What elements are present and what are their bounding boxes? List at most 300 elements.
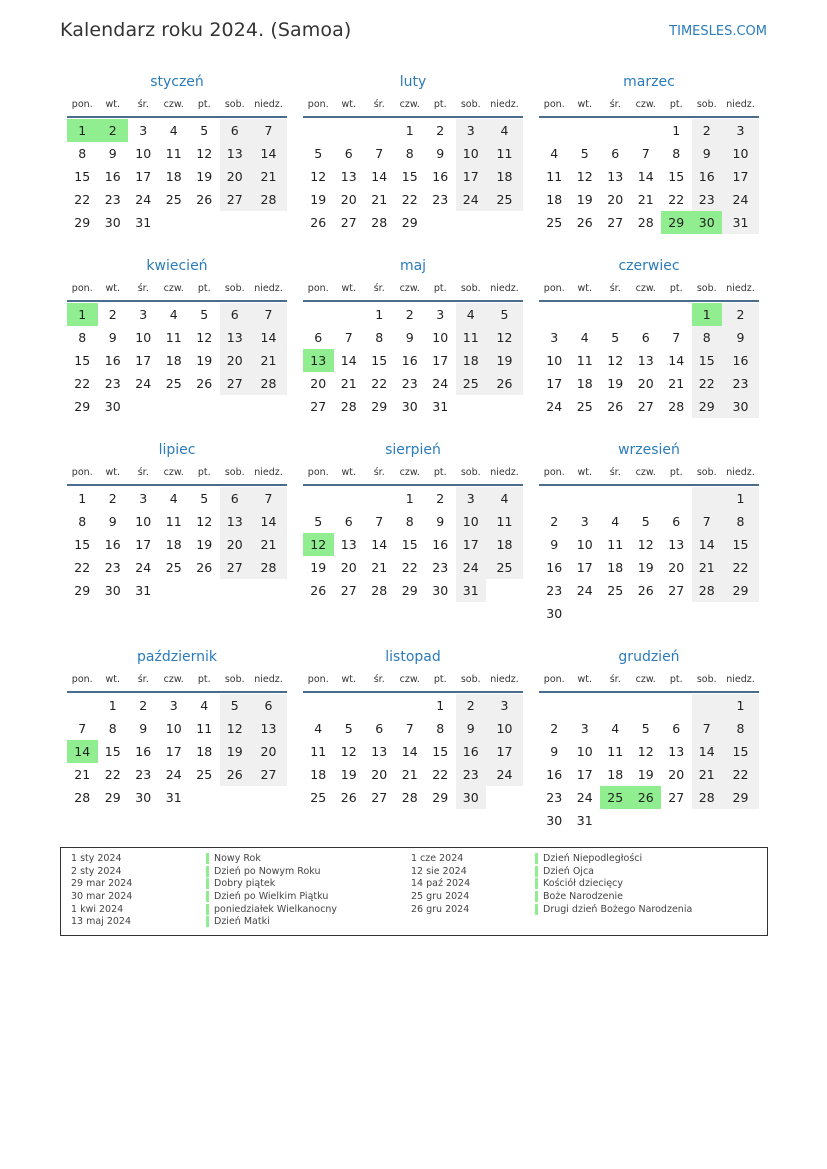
day-cell: 30 xyxy=(546,813,563,828)
day-cell: 20 xyxy=(220,533,251,556)
week-row xyxy=(539,717,759,740)
empty-day-cell xyxy=(600,809,631,832)
day-cell: 19 xyxy=(310,560,327,575)
empty-day-cell xyxy=(303,487,334,510)
day-cell: 2 xyxy=(108,307,117,322)
weekday-label: sob. xyxy=(224,674,245,685)
week-row xyxy=(539,395,759,418)
day-cell: 24 xyxy=(486,763,523,786)
day-cell: 31 xyxy=(135,583,152,598)
day-cell: 20 xyxy=(310,376,327,391)
day-cell: 28 xyxy=(371,215,388,230)
day-cell: 9 xyxy=(436,146,445,161)
day-cell: 23 xyxy=(432,192,449,207)
day-cell: 4 xyxy=(486,119,523,142)
day-cell: 27 xyxy=(637,399,654,414)
empty-day-cell xyxy=(486,395,523,418)
weekday-label: czw. xyxy=(163,283,184,294)
week-row xyxy=(67,694,287,717)
day-cell: 3 xyxy=(456,487,487,510)
empty-day-cell xyxy=(189,211,220,234)
day-cell: 18 xyxy=(456,349,487,372)
day-cell: 9 xyxy=(108,514,117,529)
day-cell: 22 xyxy=(371,376,388,391)
weekday-label: wt. xyxy=(577,467,592,478)
day-cell: 27 xyxy=(220,372,251,395)
legend-date: 14 paź 2024 xyxy=(411,878,471,890)
day-cell: 6 xyxy=(672,721,681,736)
month-name: listopad xyxy=(385,649,441,665)
day-cell: 23 xyxy=(546,790,563,805)
weekday-label: niedz. xyxy=(490,674,519,685)
week-row xyxy=(539,556,759,579)
week-row xyxy=(539,188,759,211)
day-cell: 29 xyxy=(722,786,759,809)
day-cell: 4 xyxy=(580,330,589,345)
weekday-label: czw. xyxy=(163,99,184,110)
legend-date: 1 cze 2024 xyxy=(411,853,464,864)
weekday-label: pt. xyxy=(433,283,447,294)
legend-holiday-name: Dobry piątek xyxy=(206,878,275,889)
weekday-label: niedz. xyxy=(490,467,519,478)
day-cell: 1 xyxy=(67,119,98,142)
weekday-label: wt. xyxy=(341,467,356,478)
weekday-label: pon. xyxy=(71,674,93,685)
weekday-header xyxy=(303,278,523,302)
weekday-header xyxy=(67,278,287,302)
day-cell: 13 xyxy=(220,142,251,165)
day-cell: 7 xyxy=(405,721,414,736)
weekday-label: śr. xyxy=(373,674,385,685)
week-row xyxy=(67,395,287,418)
day-cell: 19 xyxy=(486,349,523,372)
weekday-header xyxy=(539,462,759,486)
month-name: wrzesień xyxy=(618,442,680,458)
weekday-header xyxy=(539,669,759,693)
week-row xyxy=(303,211,523,234)
day-cell: 16 xyxy=(104,537,121,552)
day-cell: 12 xyxy=(576,169,593,184)
day-cell: 8 xyxy=(375,330,384,345)
day-cell: 17 xyxy=(456,165,487,188)
week-row xyxy=(303,303,523,326)
day-cell: 8 xyxy=(692,326,723,349)
legend-left-dates xyxy=(71,853,132,929)
day-cell: 23 xyxy=(722,372,759,395)
empty-day-cell xyxy=(303,303,334,326)
day-cell: 19 xyxy=(576,192,593,207)
day-cell: 8 xyxy=(78,514,87,529)
day-cell: 28 xyxy=(692,786,723,809)
day-cell: 21 xyxy=(668,376,685,391)
day-cell: 4 xyxy=(486,487,523,510)
day-cell: 22 xyxy=(74,560,91,575)
empty-day-cell xyxy=(722,809,759,832)
week-row xyxy=(67,326,287,349)
week-row xyxy=(303,119,523,142)
day-cell: 25 xyxy=(546,215,563,230)
empty-day-cell xyxy=(570,303,601,326)
day-cell: 25 xyxy=(607,583,624,598)
day-cell: 4 xyxy=(314,721,323,736)
day-cell: 16 xyxy=(135,744,152,759)
day-cell: 23 xyxy=(692,188,723,211)
legend-holiday-name: Dzień po Wielkim Piątku xyxy=(206,891,328,902)
weekday-header xyxy=(539,94,759,118)
week-row xyxy=(539,326,759,349)
day-cell: 5 xyxy=(580,146,589,161)
day-cell: 11 xyxy=(165,514,182,529)
weekday-label: wt. xyxy=(577,283,592,294)
day-cell: 25 xyxy=(196,767,213,782)
day-cell: 3 xyxy=(550,330,559,345)
day-cell: 10 xyxy=(486,717,523,740)
empty-day-cell xyxy=(159,211,190,234)
day-cell: 9 xyxy=(692,142,723,165)
day-cell: 16 xyxy=(546,560,563,575)
month-9 xyxy=(539,438,759,645)
empty-day-cell xyxy=(159,395,190,418)
day-cell: 3 xyxy=(456,119,487,142)
week-row xyxy=(303,763,523,786)
weekday-label: pt. xyxy=(197,674,211,685)
day-cell: 6 xyxy=(344,514,353,529)
day-cell: 12 xyxy=(220,717,251,740)
day-cell: 26 xyxy=(310,583,327,598)
day-cell: 28 xyxy=(250,188,287,211)
day-cell: 8 xyxy=(78,330,87,345)
day-cell: 30 xyxy=(104,215,121,230)
month-name: lipiec xyxy=(158,442,196,458)
day-cell: 21 xyxy=(250,165,287,188)
weekday-label: sob. xyxy=(224,99,245,110)
month-name: styczeń xyxy=(150,74,204,90)
day-cell: 20 xyxy=(340,192,357,207)
day-cell: 27 xyxy=(310,399,327,414)
weekday-label: czw. xyxy=(635,467,656,478)
day-cell: 20 xyxy=(607,192,624,207)
legend-holiday-name: Dzień Niepodległości xyxy=(535,853,642,864)
weekday-label: czw. xyxy=(635,674,656,685)
day-cell: 31 xyxy=(135,215,152,230)
weekday-label: czw. xyxy=(399,283,420,294)
day-cell: 22 xyxy=(692,372,723,395)
week-row xyxy=(539,510,759,533)
weekday-label: niedz. xyxy=(254,467,283,478)
day-cell: 26 xyxy=(607,399,624,414)
week-row xyxy=(67,142,287,165)
day-cell: 28 xyxy=(250,372,287,395)
empty-day-cell xyxy=(250,786,287,809)
empty-day-cell xyxy=(631,303,662,326)
day-cell: 8 xyxy=(722,510,759,533)
day-cell: 10 xyxy=(576,744,593,759)
week-row xyxy=(539,119,759,142)
day-cell: 30 xyxy=(722,395,759,418)
weekday-label: sob. xyxy=(224,283,245,294)
week-row xyxy=(539,142,759,165)
month-name: czerwiec xyxy=(618,258,680,274)
day-cell: 12 xyxy=(340,744,357,759)
empty-day-cell xyxy=(128,395,159,418)
day-cell: 2 xyxy=(436,491,445,506)
day-cell: 2 xyxy=(456,694,487,717)
weekday-label: śr. xyxy=(137,99,149,110)
empty-day-cell xyxy=(189,579,220,602)
weekday-label: niedz. xyxy=(254,674,283,685)
weekday-label: sob. xyxy=(696,467,717,478)
empty-day-cell xyxy=(539,694,570,717)
legend-date: 25 gru 2024 xyxy=(411,891,470,903)
empty-day-cell xyxy=(189,395,220,418)
weekday-label: pon. xyxy=(307,674,329,685)
day-cell: 30 xyxy=(456,786,487,809)
day-cell: 26 xyxy=(196,376,213,391)
weekday-label: pt. xyxy=(433,99,447,110)
day-cell: 14 xyxy=(250,142,287,165)
empty-day-cell xyxy=(631,602,662,625)
day-cell: 29 xyxy=(432,790,449,805)
day-cell: 6 xyxy=(220,303,251,326)
day-cell: 8 xyxy=(78,146,87,161)
day-cell: 2 xyxy=(98,119,129,142)
weekday-header xyxy=(67,94,287,118)
day-cell: 5 xyxy=(611,330,620,345)
day-cell: 15 xyxy=(722,740,759,763)
day-cell: 22 xyxy=(668,192,685,207)
empty-day-cell xyxy=(220,395,251,418)
day-cell: 15 xyxy=(371,353,388,368)
day-cell: 25 xyxy=(165,192,182,207)
day-cell: 26 xyxy=(637,583,654,598)
month-1 xyxy=(67,70,287,254)
day-cell: 25 xyxy=(310,790,327,805)
day-cell: 30 xyxy=(135,790,152,805)
day-cell: 4 xyxy=(169,491,178,506)
day-cell: 9 xyxy=(405,330,414,345)
day-cell: 26 xyxy=(310,215,327,230)
weekday-header xyxy=(303,669,523,693)
day-cell: 1 xyxy=(672,123,681,138)
day-cell: 29 xyxy=(74,583,91,598)
weekday-label: niedz. xyxy=(726,283,755,294)
weekday-label: pon. xyxy=(543,99,565,110)
day-cell: 17 xyxy=(546,376,563,391)
day-cell: 12 xyxy=(486,326,523,349)
day-cell: 18 xyxy=(607,767,624,782)
empty-day-cell xyxy=(364,694,395,717)
weekday-label: wt. xyxy=(341,674,356,685)
day-cell: 17 xyxy=(432,353,449,368)
empty-day-cell xyxy=(220,211,251,234)
day-cell: 31 xyxy=(432,399,449,414)
day-cell: 10 xyxy=(546,353,563,368)
day-cell: 2 xyxy=(139,698,148,713)
weekday-label: pon. xyxy=(543,674,565,685)
day-cell: 23 xyxy=(432,560,449,575)
day-cell: 24 xyxy=(722,188,759,211)
week-row xyxy=(303,349,523,372)
empty-day-cell xyxy=(395,694,426,717)
day-cell: 4 xyxy=(550,146,559,161)
day-cell: 7 xyxy=(250,119,287,142)
day-cell: 14 xyxy=(637,169,654,184)
week-row xyxy=(67,349,287,372)
week-row xyxy=(67,533,287,556)
day-cell: 19 xyxy=(607,376,624,391)
day-cell: 6 xyxy=(314,330,323,345)
day-cell: 28 xyxy=(371,583,388,598)
weekday-label: pt. xyxy=(197,283,211,294)
day-cell: 20 xyxy=(250,740,287,763)
week-row xyxy=(67,579,287,602)
month-12 xyxy=(539,645,759,852)
day-cell: 25 xyxy=(165,376,182,391)
calendar-grid xyxy=(67,70,761,852)
day-cell: 30 xyxy=(104,399,121,414)
day-cell: 29 xyxy=(661,211,692,234)
empty-day-cell xyxy=(631,809,662,832)
day-cell: 3 xyxy=(436,307,445,322)
day-cell: 12 xyxy=(310,169,327,184)
day-cell: 24 xyxy=(576,790,593,805)
day-cell: 1 xyxy=(67,303,98,326)
day-cell: 6 xyxy=(641,330,650,345)
day-cell: 15 xyxy=(401,537,418,552)
day-cell: 3 xyxy=(139,307,148,322)
day-cell: 4 xyxy=(200,698,209,713)
day-cell: 7 xyxy=(78,721,87,736)
legend-holiday-name: poniedziałek Wielkanocny xyxy=(206,904,337,915)
day-cell: 6 xyxy=(220,119,251,142)
day-cell: 14 xyxy=(250,510,287,533)
weekday-label: pon. xyxy=(71,283,93,294)
day-cell: 10 xyxy=(432,330,449,345)
empty-day-cell xyxy=(570,119,601,142)
day-cell: 13 xyxy=(220,510,251,533)
day-cell: 20 xyxy=(668,767,685,782)
legend-date: 30 mar 2024 xyxy=(71,891,133,903)
day-cell: 18 xyxy=(196,744,213,759)
week-row xyxy=(303,717,523,740)
weekday-label: pon. xyxy=(71,99,93,110)
month-10 xyxy=(67,645,287,829)
day-cell: 18 xyxy=(486,165,523,188)
day-cell: 14 xyxy=(692,740,723,763)
day-cell: 9 xyxy=(139,721,148,736)
week-row xyxy=(303,510,523,533)
day-cell: 11 xyxy=(310,744,327,759)
legend-right-names xyxy=(535,853,692,916)
day-cell: 11 xyxy=(196,721,213,736)
day-cell: 19 xyxy=(196,537,213,552)
empty-day-cell xyxy=(486,579,523,602)
day-cell: 13 xyxy=(668,744,685,759)
legend-date: 26 gru 2024 xyxy=(411,903,470,915)
day-cell: 24 xyxy=(165,767,182,782)
day-cell: 11 xyxy=(576,353,593,368)
day-cell: 1 xyxy=(436,698,445,713)
day-cell: 18 xyxy=(486,533,523,556)
weekday-label: wt. xyxy=(341,99,356,110)
empty-day-cell xyxy=(334,487,365,510)
day-cell: 27 xyxy=(340,583,357,598)
week-row xyxy=(539,533,759,556)
empty-day-cell xyxy=(334,119,365,142)
day-cell: 12 xyxy=(196,514,213,529)
week-row xyxy=(539,165,759,188)
month-name: maj xyxy=(399,258,427,274)
weekday-label: niedz. xyxy=(490,99,519,110)
day-cell: 21 xyxy=(371,560,388,575)
day-cell: 26 xyxy=(631,786,662,809)
weekday-label: pt. xyxy=(433,467,447,478)
day-cell: 21 xyxy=(692,763,723,786)
weekday-label: wt. xyxy=(105,467,120,478)
day-cell: 21 xyxy=(340,376,357,391)
page-title: Kalendarz roku 2024. (Samoa) xyxy=(60,19,352,41)
day-cell: 2 xyxy=(722,303,759,326)
day-cell: 16 xyxy=(432,537,449,552)
day-cell: 24 xyxy=(135,560,152,575)
day-cell: 17 xyxy=(722,165,759,188)
day-cell: 17 xyxy=(135,537,152,552)
day-cell: 20 xyxy=(637,376,654,391)
day-cell: 21 xyxy=(371,192,388,207)
day-cell: 18 xyxy=(165,353,182,368)
week-row xyxy=(67,211,287,234)
empty-day-cell xyxy=(692,694,723,717)
day-cell: 19 xyxy=(196,353,213,368)
week-row xyxy=(67,717,287,740)
day-cell: 5 xyxy=(344,721,353,736)
day-cell: 13 xyxy=(220,326,251,349)
day-cell: 13 xyxy=(303,349,334,372)
day-cell: 27 xyxy=(371,790,388,805)
weekday-label: sob. xyxy=(696,283,717,294)
weekday-label: pon. xyxy=(307,283,329,294)
day-cell: 17 xyxy=(456,533,487,556)
day-cell: 12 xyxy=(196,146,213,161)
empty-day-cell xyxy=(600,694,631,717)
day-cell: 22 xyxy=(74,192,91,207)
day-cell: 3 xyxy=(139,123,148,138)
day-cell: 29 xyxy=(722,579,759,602)
week-row xyxy=(539,349,759,372)
weekday-label: pon. xyxy=(543,283,565,294)
empty-day-cell xyxy=(539,119,570,142)
day-cell: 15 xyxy=(722,533,759,556)
empty-day-cell xyxy=(661,303,692,326)
day-cell: 16 xyxy=(722,349,759,372)
weekday-label: pt. xyxy=(197,99,211,110)
weekday-label: niedz. xyxy=(726,99,755,110)
site-link[interactable]: TIMESLES.COM xyxy=(669,24,767,39)
week-row xyxy=(303,372,523,395)
day-cell: 17 xyxy=(135,353,152,368)
day-cell: 19 xyxy=(340,767,357,782)
day-cell: 15 xyxy=(432,744,449,759)
day-cell: 16 xyxy=(104,353,121,368)
day-cell: 30 xyxy=(692,211,723,234)
weekday-label: śr. xyxy=(137,674,149,685)
day-cell: 30 xyxy=(432,583,449,598)
day-cell: 1 xyxy=(722,694,759,717)
day-cell: 24 xyxy=(546,399,563,414)
weekday-label: pon. xyxy=(307,467,329,478)
empty-day-cell xyxy=(486,211,523,234)
day-cell: 19 xyxy=(637,767,654,782)
